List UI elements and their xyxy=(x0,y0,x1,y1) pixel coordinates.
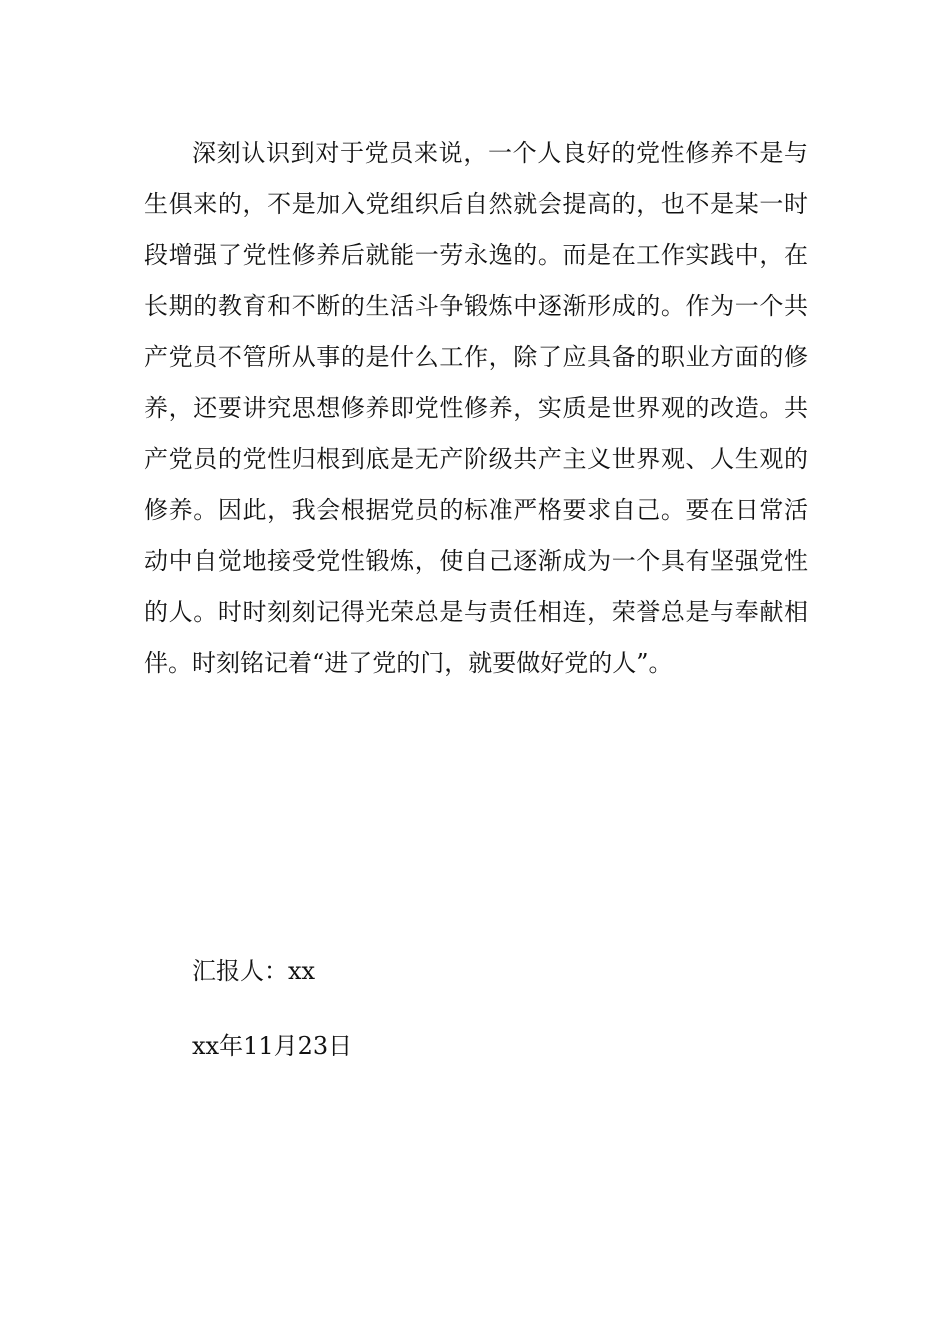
reporter-signature: 汇报人：xx xyxy=(192,957,316,985)
report-date: xx年11月23日 xyxy=(192,1032,353,1060)
body-paragraph: 深刻认识到对于党员来说，一个人良好的党性修养不是与生俱来的，不是加入党组织后自然就会提高的，也不是某一时段增强了党性修养后就能一劳永逸的。而是在工作实践中，在长期的教育和不断的生活斗争锻炼中逐渐形成的。作为一个共产党员不管所从事的是什么工作，除了应具备的职业方面的修养，还要讲究思想修养即党性修养，实质是世界观的改造。共产党员的党性归根到底是无产阶级共产主义世界观、人生观的修养。因此，我会根据党员的标准严格要求自己。要在日常活动中自觉地接受党性锻炼，使自己逐渐成为一个具有坚强党性的人。时时刻刻记得光荣总是与责任相连，荣誉总是与奉献相伴。时刻铭记着“进了党的门，就要做好党的人”。 xyxy=(144,139,808,677)
